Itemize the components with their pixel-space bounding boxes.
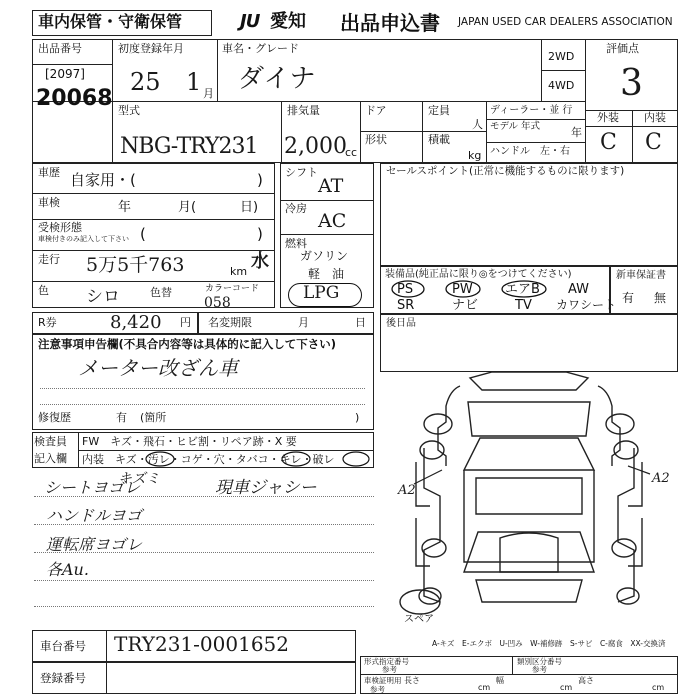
- equip-navi: ナビ: [452, 298, 479, 313]
- repair-close: ): [355, 411, 360, 424]
- class-label: 類別区分番号: [517, 657, 562, 666]
- equip-ps: PS: [397, 282, 414, 297]
- shape-label: 形状: [365, 133, 387, 146]
- width-cm: cm: [560, 683, 573, 692]
- chassis-label: 車台番号: [40, 639, 86, 653]
- inspector-note-4: ハンドルヨゴ: [46, 506, 143, 525]
- repair-value: 有: [116, 411, 127, 424]
- displacement-unit: cc: [345, 146, 358, 159]
- equip-pw: PW: [452, 282, 473, 297]
- model-name-value: ダイナ: [238, 64, 316, 94]
- dealer-label: ディーラー・並 行: [490, 105, 573, 116]
- damage-mark-right: A2: [652, 471, 670, 486]
- mileage-unit: km: [230, 265, 248, 278]
- door-label: ドア: [365, 104, 387, 117]
- model-name-label: 車名・グレード: [222, 42, 299, 55]
- notes-value: メーター改ざん車: [78, 356, 238, 380]
- registration-month-unit: 月: [203, 87, 214, 100]
- equip-tv: TV: [515, 298, 532, 313]
- equipment-label: 装備品(純正品に限り◎をつけてください): [385, 269, 572, 280]
- recycle-value: 8,420: [110, 312, 162, 333]
- acceptance-label: 受検形態: [38, 221, 82, 234]
- inspector-note-1: シートヨゴレ: [44, 478, 141, 497]
- capacity-unit: 人: [472, 118, 483, 131]
- exterior-label: 外装: [597, 111, 619, 124]
- warranty-yes: 有: [622, 291, 635, 305]
- fuel-diesel: 軽 油: [308, 267, 345, 281]
- color-code-label: カラーコード: [205, 284, 260, 294]
- damage-legend: A-キズ E-エクボ U-凹み W-補修跡 S-サビ C-腐食 XX-交換済: [432, 639, 666, 648]
- acceptance-note: 車検付きのみ記入して下さい: [38, 235, 129, 243]
- cert-ref-1: 参考: [382, 665, 397, 674]
- equip-aw: AW: [568, 282, 590, 297]
- name-change-month: 月: [298, 316, 309, 329]
- interior-label: 内装: [644, 111, 666, 124]
- post-date-label: 後日品: [386, 318, 416, 329]
- fuel-selected: LPG: [303, 283, 340, 303]
- fuel-gasoline: ガソリン: [300, 249, 349, 263]
- sheet-title: 出品申込書: [340, 11, 440, 35]
- lot-label: 出品番号: [38, 42, 82, 55]
- notes-label: 注意事項申告欄(不具合内容等は具体的に記入して下さい): [38, 337, 337, 351]
- inspector-note-5: 運転席ヨゴレ: [46, 535, 143, 554]
- inspector-label-1: 検査員: [34, 435, 67, 448]
- registration-month: 1: [186, 68, 202, 96]
- warranty-no: 無: [654, 291, 667, 305]
- model-code-label: 型式: [118, 104, 140, 117]
- vehicle-cert-label: 車検証明用: [364, 676, 402, 685]
- cert-label: 形式指定番号: [364, 657, 409, 666]
- inspection-day-unit: 日): [240, 200, 259, 215]
- equip-airbag: エアB: [505, 282, 540, 297]
- inspection-label: 車検: [38, 196, 60, 209]
- history-close: ): [257, 171, 263, 189]
- reg-number-label: 登録番号: [40, 671, 86, 685]
- name-change-label: 名変期限: [208, 316, 252, 329]
- displacement-value: 2,000: [284, 134, 347, 159]
- length-cm: cm: [478, 683, 491, 692]
- ps-circle: [392, 281, 424, 297]
- model-year-label: モデル 年式: [490, 121, 541, 132]
- aircon-value: AC: [318, 210, 347, 232]
- grade-label: 評価点: [606, 42, 639, 55]
- interior-grade: C: [645, 130, 662, 155]
- history-value: 自家用・(: [70, 171, 136, 189]
- color-change-label: 色替: [150, 286, 172, 299]
- pw-circle: [446, 281, 480, 297]
- registration-year: 25: [130, 68, 161, 96]
- handle-label: ハンドル 左・右: [490, 146, 570, 157]
- logo-region: 愛知: [270, 11, 306, 32]
- exterior-grade: C: [600, 130, 617, 155]
- capacity-label: 定員: [428, 104, 450, 117]
- cert-ref-3: 参考: [370, 685, 385, 694]
- recycle-unit: 円: [180, 316, 191, 329]
- registration-label: 初度登録年月: [118, 42, 184, 55]
- color-code-value: 058: [204, 295, 231, 311]
- fuel-label: 燃料: [285, 237, 307, 250]
- shift-label: シフト: [285, 166, 318, 179]
- chassis-value: TRY231-0001652: [114, 632, 289, 656]
- drive-4wd: 4WD: [548, 79, 575, 92]
- aircon-label: 冷房: [285, 202, 307, 215]
- inspector-note-3: 現車ジャシー: [215, 478, 317, 498]
- post-date-box: [380, 314, 678, 372]
- inspector-label-2: 記入欄: [34, 452, 67, 465]
- mileage-mark: 水: [251, 251, 269, 272]
- load-unit: kg: [468, 149, 482, 162]
- association-name: JAPAN USED CAR DEALERS ASSOCIATION: [458, 16, 673, 28]
- recycle-label: R券: [38, 316, 57, 329]
- inspector-note-6: 各Au.: [46, 560, 89, 579]
- drive-2wd: 2WD: [548, 50, 575, 63]
- history-label: 車歴: [38, 166, 60, 179]
- grade-value: 3: [620, 63, 643, 104]
- width-label: 幅: [496, 676, 504, 685]
- lot-number: 20068: [36, 86, 113, 111]
- load-label: 積載: [428, 133, 450, 146]
- shift-value: AT: [318, 175, 344, 197]
- height-label: 高さ: [578, 676, 594, 685]
- damage-arrows: [380, 366, 678, 636]
- color-label: 色: [38, 284, 49, 297]
- displacement-label: 排気量: [287, 104, 320, 117]
- spare-label: スペア: [404, 614, 434, 625]
- inspector-note-2: キズミ: [118, 471, 160, 487]
- acceptance-close: ): [257, 225, 263, 243]
- inspector-circles: [78, 450, 374, 468]
- storage-title: 車内保管・守衛保管: [38, 12, 183, 31]
- warranty-label: 新車保証書: [616, 270, 666, 281]
- cert-ref-2: 参考: [532, 665, 547, 674]
- repair-paren: (箇所: [140, 411, 167, 424]
- airbag-circle: [502, 281, 546, 297]
- height-cm: cm: [652, 683, 665, 692]
- color-value: シロ: [86, 287, 120, 307]
- name-change-day: 日: [355, 316, 366, 329]
- sales-point-label: セールスポイント(正常に機能するものに限ります): [386, 165, 625, 177]
- model-year-unit: 年: [571, 126, 582, 139]
- ju-logo: JU: [240, 11, 260, 32]
- equip-sr: SR: [397, 298, 415, 313]
- model-code-value: NBG-TRY231: [120, 134, 258, 159]
- length-label: 長さ: [404, 676, 420, 685]
- inspection-month-unit: 月(: [178, 200, 197, 215]
- equipment-circles: [380, 266, 610, 314]
- acceptance-open: (: [140, 225, 146, 243]
- damage-mark-left: A2: [398, 483, 416, 498]
- repair-label: 修復歴: [38, 411, 71, 424]
- inspection-year-unit: 年: [118, 200, 132, 215]
- lot-sub-number: [2097]: [45, 67, 85, 81]
- equip-leather: カワシート: [556, 298, 617, 312]
- mileage-value: 5万5千763: [86, 254, 185, 276]
- sales-point-box: [380, 163, 678, 266]
- mileage-label: 走行: [38, 253, 60, 266]
- inspector-fw-line: FW キズ・飛石・ヒビ割・リペア跡・X 要: [82, 435, 297, 448]
- inspector-interior-line: 内装 キズ・汚レ・コゲ・穴・タバコ・キレ・破レ: [82, 453, 335, 466]
